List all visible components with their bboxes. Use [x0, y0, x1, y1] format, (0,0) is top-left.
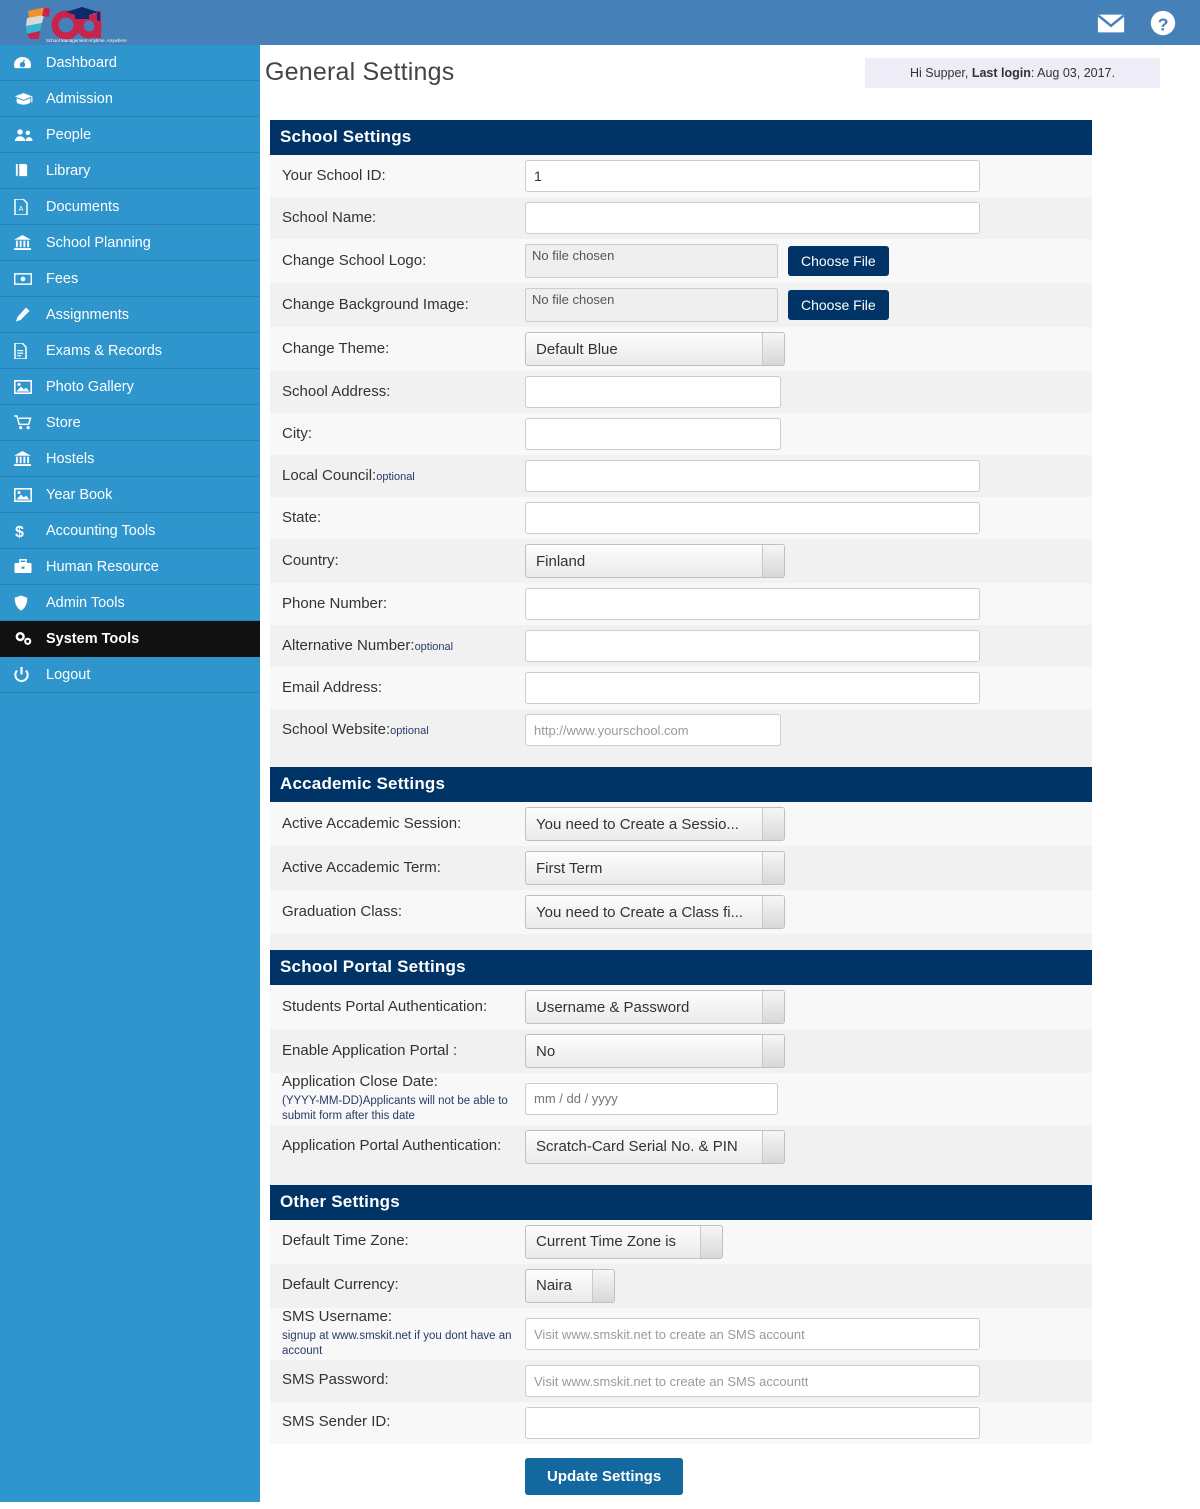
shield-icon — [14, 595, 38, 611]
sidebar-item-label: Exams & Records — [46, 342, 163, 359]
sidebar-item-assignments[interactable] — [0, 297, 260, 333]
svg-text:?: ? — [1157, 14, 1169, 34]
sidebar-item-admin-tools[interactable] — [0, 585, 260, 621]
label-school-logo: Change School Logo: — [282, 251, 427, 269]
country-select[interactable]: Finland — [525, 544, 785, 578]
choose-file-background-button[interactable]: Choose File — [788, 290, 889, 320]
row-country — [270, 539, 1092, 583]
sidebar-item-photo-gallery[interactable] — [0, 369, 260, 405]
section-header-portal: School Portal Settings — [270, 950, 1092, 985]
label-email-address: Email Address: — [282, 678, 383, 696]
choose-file-logo-button[interactable]: Choose File — [788, 246, 889, 276]
alternative-number-input[interactable] — [525, 630, 980, 662]
top-bar-icons — [1096, 8, 1200, 38]
row-default-time-zone — [270, 1220, 1092, 1264]
application-close-date-help: (YYYY-MM-DD)Applicants will not be able to submit form after this date — [282, 1094, 508, 1123]
school-website-optional-tag: optional — [390, 724, 429, 737]
alternative-number-optional-tag: optional — [414, 640, 454, 653]
label-application-portal-auth: Application Portal Authentication: — [282, 1137, 502, 1155]
sidebar-item-label: Year Book — [46, 486, 113, 503]
sidebar-item-label: Fees — [46, 270, 79, 287]
sidebar-item-label: Hostels — [46, 450, 95, 467]
sms-password-input[interactable] — [525, 1365, 980, 1397]
default-currency-select[interactable]: Naira — [525, 1269, 615, 1303]
sidebar-item-fees[interactable] — [0, 261, 260, 297]
row-graduation-class — [270, 890, 1092, 934]
label-school-address: School Address: — [282, 382, 391, 400]
sidebar-item-label: Photo Gallery — [46, 378, 134, 395]
label-change-theme: Change Theme: — [282, 339, 390, 357]
last-login-value: : Aug 03, 2017. — [1030, 66, 1115, 80]
page-content — [260, 45, 1200, 1502]
school-website-input[interactable] — [525, 714, 781, 746]
cogs-icon — [14, 631, 38, 646]
sidebar-item-human-resource[interactable] — [0, 549, 260, 585]
row-school-name — [270, 197, 1092, 239]
label-local-council-text: Local Council: — [282, 466, 377, 484]
page-title: General Settings — [265, 58, 455, 86]
row-school-address — [270, 371, 1092, 413]
sidebar-item-store[interactable] — [0, 405, 260, 441]
school-name-input[interactable] — [525, 202, 980, 234]
label-alternative-number-text: Alternative Number: — [282, 636, 415, 654]
sidebar-item-label: School Planning — [46, 234, 151, 251]
label-city: City: — [282, 424, 312, 442]
sidebar-item-system-tools[interactable] — [0, 621, 260, 657]
sidebar-item-year-book[interactable] — [0, 477, 260, 513]
logo-tagline: School Management Anytime, Anywhere — [46, 38, 127, 43]
city-input[interactable] — [525, 418, 781, 450]
label-students-portal-auth: Students Portal Authentication: — [282, 997, 488, 1015]
row-email-address — [270, 667, 1092, 709]
label-application-close-date — [270, 1073, 525, 1125]
sidebar-item-admission[interactable] — [0, 81, 260, 117]
envelope-icon[interactable] — [1096, 8, 1126, 38]
svg-text:$: $ — [15, 523, 24, 539]
application-close-date-input[interactable] — [525, 1083, 778, 1115]
row-school-id — [270, 155, 1092, 197]
file-pdf-icon — [14, 199, 38, 215]
sms-username-help: signup at www.smskit.net if you dont have an account — [282, 1329, 512, 1358]
greeting-text: Hi Supper, — [910, 66, 972, 80]
label-sms-password: SMS Password: — [282, 1371, 389, 1389]
row-change-theme — [270, 327, 1092, 371]
sidebar-item-library[interactable] — [0, 153, 260, 189]
sidebar-item-people[interactable] — [0, 117, 260, 153]
sidebar-item-label: Documents — [46, 198, 120, 215]
graduation-class-select[interactable]: You need to Create a Class fi... — [525, 895, 785, 929]
dashboard-icon — [14, 56, 38, 70]
sidebar-item-label: Human Resource — [46, 558, 159, 575]
sidebar — [0, 45, 260, 1502]
sidebar-item-documents[interactable] — [0, 189, 260, 225]
row-sms-sender-id — [270, 1402, 1092, 1444]
section-gap-3 — [270, 1169, 1092, 1185]
sidebar-item-school-planning[interactable] — [0, 225, 260, 261]
active-term-select[interactable]: First Term — [525, 851, 785, 885]
sidebar-item-label: People — [46, 126, 92, 143]
settings-panel — [270, 120, 1092, 1509]
sidebar-item-dashboard[interactable] — [0, 45, 260, 81]
sms-username-input[interactable] — [525, 1318, 980, 1350]
users-icon — [14, 128, 38, 142]
row-phone-number — [270, 583, 1092, 625]
sms-sender-id-input[interactable] — [525, 1407, 980, 1439]
row-default-currency — [270, 1264, 1092, 1308]
row-update-settings — [270, 1444, 1092, 1509]
email-address-input[interactable] — [525, 672, 980, 704]
label-school-website — [270, 721, 525, 740]
label-alternative-number — [270, 637, 525, 656]
label-sms-sender-id: SMS Sender ID: — [282, 1413, 391, 1431]
row-city — [270, 413, 1092, 455]
school-logo-filename[interactable]: No file chosen — [525, 244, 778, 278]
label-default-time-zone: Default Time Zone: — [282, 1232, 409, 1250]
sidebar-item-exams-records[interactable] — [0, 333, 260, 369]
label-school-website-text: School Website: — [282, 720, 391, 738]
svg-text:A: A — [18, 205, 24, 213]
row-active-term — [270, 846, 1092, 890]
label-state: State: — [282, 508, 322, 526]
bank-icon — [14, 235, 38, 250]
row-alternative-number — [270, 625, 1092, 667]
sidebar-item-hostels[interactable] — [0, 441, 260, 477]
label-default-currency: Default Currency: — [282, 1276, 399, 1294]
label-background-image: Change Background Image: — [282, 295, 469, 313]
label-active-term: Active Accademic Term: — [282, 858, 441, 876]
sidebar-item-label: Admin Tools — [46, 594, 125, 611]
label-country: Country: — [282, 551, 339, 569]
book-icon — [14, 163, 38, 178]
sidebar-item-label: System Tools — [46, 630, 140, 647]
question-circle-icon[interactable] — [1148, 8, 1178, 38]
label-graduation-class: Graduation Class: — [282, 902, 403, 920]
sidebar-item-accounting-tools[interactable] — [0, 513, 260, 549]
sidebar-item-label: Accounting Tools — [46, 522, 156, 539]
bank-icon — [14, 451, 38, 466]
section-gap-2 — [270, 934, 1092, 950]
button-spacer — [270, 1458, 525, 1495]
state-input[interactable] — [525, 502, 980, 534]
default-time-zone-select[interactable]: Current Time Zone is — [525, 1225, 723, 1259]
shopping-cart-icon — [14, 415, 38, 430]
section-gap-1 — [270, 751, 1092, 767]
row-application-portal-auth — [270, 1125, 1092, 1169]
background-image-filename[interactable]: No file chosen — [525, 288, 778, 322]
last-login-label: Last login — [971, 66, 1031, 80]
login-status-badge — [865, 58, 1160, 88]
row-sms-password — [270, 1360, 1092, 1402]
label-local-council — [270, 467, 525, 486]
label-school-id: Your School ID: — [282, 166, 386, 184]
row-application-close-date — [270, 1073, 1092, 1125]
app-logo[interactable] — [0, 0, 127, 45]
label-school-name: School Name: — [282, 208, 377, 226]
row-sms-username — [270, 1308, 1092, 1360]
label-application-close-date-text: Application Close Date: — [282, 1073, 438, 1090]
label-sms-username — [270, 1308, 525, 1360]
row-school-website — [270, 709, 1092, 751]
local-council-optional-tag: optional — [376, 470, 415, 483]
row-students-portal-auth — [270, 985, 1092, 1029]
image-icon — [14, 488, 38, 502]
row-active-session — [270, 802, 1092, 846]
school-address-input[interactable] — [525, 376, 781, 408]
label-phone-number: Phone Number: — [282, 594, 388, 612]
enable-application-portal-select[interactable]: No — [525, 1034, 785, 1068]
image-icon — [14, 380, 38, 394]
row-enable-application-portal — [270, 1029, 1092, 1073]
section-header-school: School Settings — [270, 120, 1092, 155]
label-enable-application-portal: Enable Application Portal : — [282, 1041, 458, 1059]
sidebar-item-logout[interactable] — [0, 657, 260, 693]
section-header-academic: Accademic Settings — [270, 767, 1092, 802]
update-settings-button[interactable]: Update Settings — [525, 1458, 683, 1495]
application-portal-auth-select[interactable]: Scratch-Card Serial No. & PIN — [525, 1130, 785, 1164]
students-portal-auth-select[interactable]: Username & Password — [525, 990, 785, 1024]
section-header-other: Other Settings — [270, 1185, 1092, 1220]
sidebar-item-label: Store — [46, 414, 81, 431]
power-off-icon — [14, 667, 38, 683]
theme-select[interactable]: Default Blue — [525, 332, 785, 366]
top-bar — [0, 0, 1200, 45]
local-council-input[interactable] — [525, 460, 980, 492]
phone-number-input[interactable] — [525, 588, 980, 620]
sidebar-item-label: Assignments — [46, 306, 130, 323]
file-text-icon — [14, 343, 38, 359]
pencil-icon — [14, 307, 38, 323]
row-local-council — [270, 455, 1092, 497]
sidebar-item-label: Dashboard — [46, 54, 117, 71]
row-state — [270, 497, 1092, 539]
money-icon — [14, 273, 38, 285]
dollar-icon — [14, 523, 38, 539]
briefcase-icon — [14, 559, 38, 574]
active-session-select[interactable]: You need to Create a Sessio... — [525, 807, 785, 841]
row-school-logo — [270, 239, 1092, 283]
label-active-session: Active Accademic Session: — [282, 814, 462, 832]
sidebar-item-label: Admission — [46, 90, 113, 107]
graduation-cap-icon — [14, 92, 38, 106]
label-sms-username-text: SMS Username: — [282, 1307, 393, 1325]
sidebar-item-label: Logout — [46, 666, 91, 683]
school-id-input[interactable] — [525, 160, 980, 192]
row-background-image — [270, 283, 1092, 327]
sidebar-item-label: Library — [46, 162, 91, 179]
